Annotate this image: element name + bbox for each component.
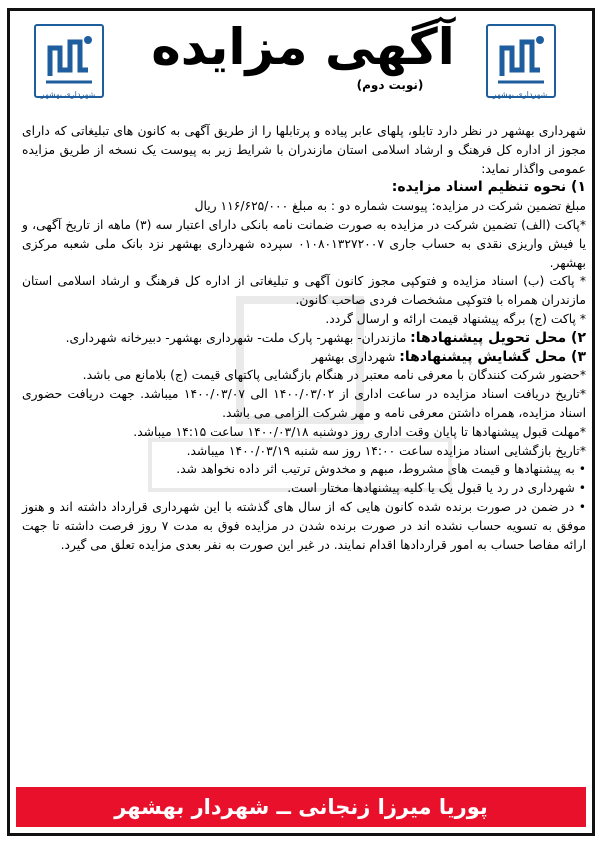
notice-title: آگهی مزایده [151,18,455,76]
logo-caption: شهرداری بهشهر [40,90,96,99]
envelope-a: *پاکت (الف) تضمین شرکت در مزایده به صورت ضمانت نامه بانکی دارای اعتبار سه (۳) ماهه از تاریخ آگهی، و یا فیش واریزی نقدی به حساب جاری ۰۱۰۸۰۱۳۲۷۲۰۰۷ سپرده شهرداری بهشهر نزد بانک ملی شعبه مرکزی بهشهر. [22,217,587,270]
opening-date: *تاریخ بازگشایی اسناد مزایده ساعت ۱۴:۰۰ روز سه شنبه ۱۴۰۰/۰۳/۱۹ میباشد. [186,443,586,458]
notice-body [22,122,586,554]
logo-mark-icon [488,26,554,92]
envelope-b: * پاکت (ب) اسناد مزایده و فتوکپی مجوز کانون آگهی و تبلیغاتی از اداره کل فرهنگ و ارشاد اسلامی استان مازندران همراه با فتوکپی مشخصات فردی صاحب کانون. [22,274,586,308]
municipality-logo-right [478,24,562,104]
delivery-address: مازندران- بهشهر- پارک ملت- شهرداری بهشهر- دبیرخانه شهرداری. [65,330,407,345]
section-heading: ۱) نحوه تنظیم اسناد مزایده: [391,179,586,196]
condition-note: • به پیشنهادها و قیمت های مشروط، مبهم و مخدوش ترتیب اثر داده نخواهد شد. [176,462,586,477]
logo-mark-icon [36,26,102,92]
intro-paragraph: شهرداری بهشهر در نظر دارد تابلو، پلهای عابر پیاده و پرتابلها را از طریق آگهی به کانون های تبلیغاتی که دارای مجوز از اداره کل فرهنگ و ارشاد اسلامی استان مازندران با شرایط زیر به پیوست یک نسخه از طریق مزایده عمومی واگذار نماید: [22,124,586,176]
attendance-note: *حضور شرکت کنندگان با معرفی نامه معتبر در هنگام بازگشایی پاکتهای قیمت (ج) بلامانع می باشد. [82,368,586,383]
document-dates: *تاریخ دریافت اسناد مزایده در ساعت اداری از ۱۴۰۰/۰۳/۰۲ الی ۱۴۰۰/۰۳/۰۷ میباشد. جهت دریافت حضوری اسناد مزایده، همراه داشتن معرفی نامه و مهر شرکت الزامی می باشد. [22,387,587,420]
settlement-note: • در ضمن در صورت برنده شده کانون هایی که از سال های گذشته با این شهرداری قرارداد داشته اند و هنوز موفق به تسویه حساب نشده اند در صورت برنده شدن در مزایده فوق به مدت ۷ روز فرصت داشته تا جهت ارائه مفاصا حساب به امور قراردادها اقدام نمایند. در غیر این صورت به نفر بعدی مزایده تعلق می گیرد. [22,499,586,552]
mayor-signature-bar: پوریا میرزا زنجانی ــ شهردار بهشهر [16,787,586,827]
opening-place: شهرداری بهشهر [311,349,396,364]
notice-round: (نوبت دوم) [356,78,424,92]
envelope-c: * پاکت (ج) برگه پیشنهاد قیمت ارائه و ارسال گردد. [325,311,586,326]
submission-deadline: *مهلت قبول پیشنهادها تا پایان وقت اداری روز دوشنبه ۱۴۰۰/۰۳/۱۸ ساعت ۱۴:۱۵ میباشد. [133,424,586,439]
municipality-logo-left [26,24,110,104]
logo-caption: شهرداری بهشهر [492,90,548,99]
delivery-location [22,329,586,348]
section-heading: ۳) محل گشایش پیشنهادها: [399,348,586,365]
opening-location [22,348,586,367]
rights-note: • شهرداری در رد یا قبول یک یا کلیه پیشنهادها مختار است. [287,481,586,496]
section-heading: ۲) محل تحویل پیشنهادها: [410,329,586,346]
guarantee-amount: مبلغ تضمین شرکت در مزایده: پیوست شماره دو : به مبلغ ۱۱۶/۶۲۵/۰۰۰ ریال [194,199,586,214]
